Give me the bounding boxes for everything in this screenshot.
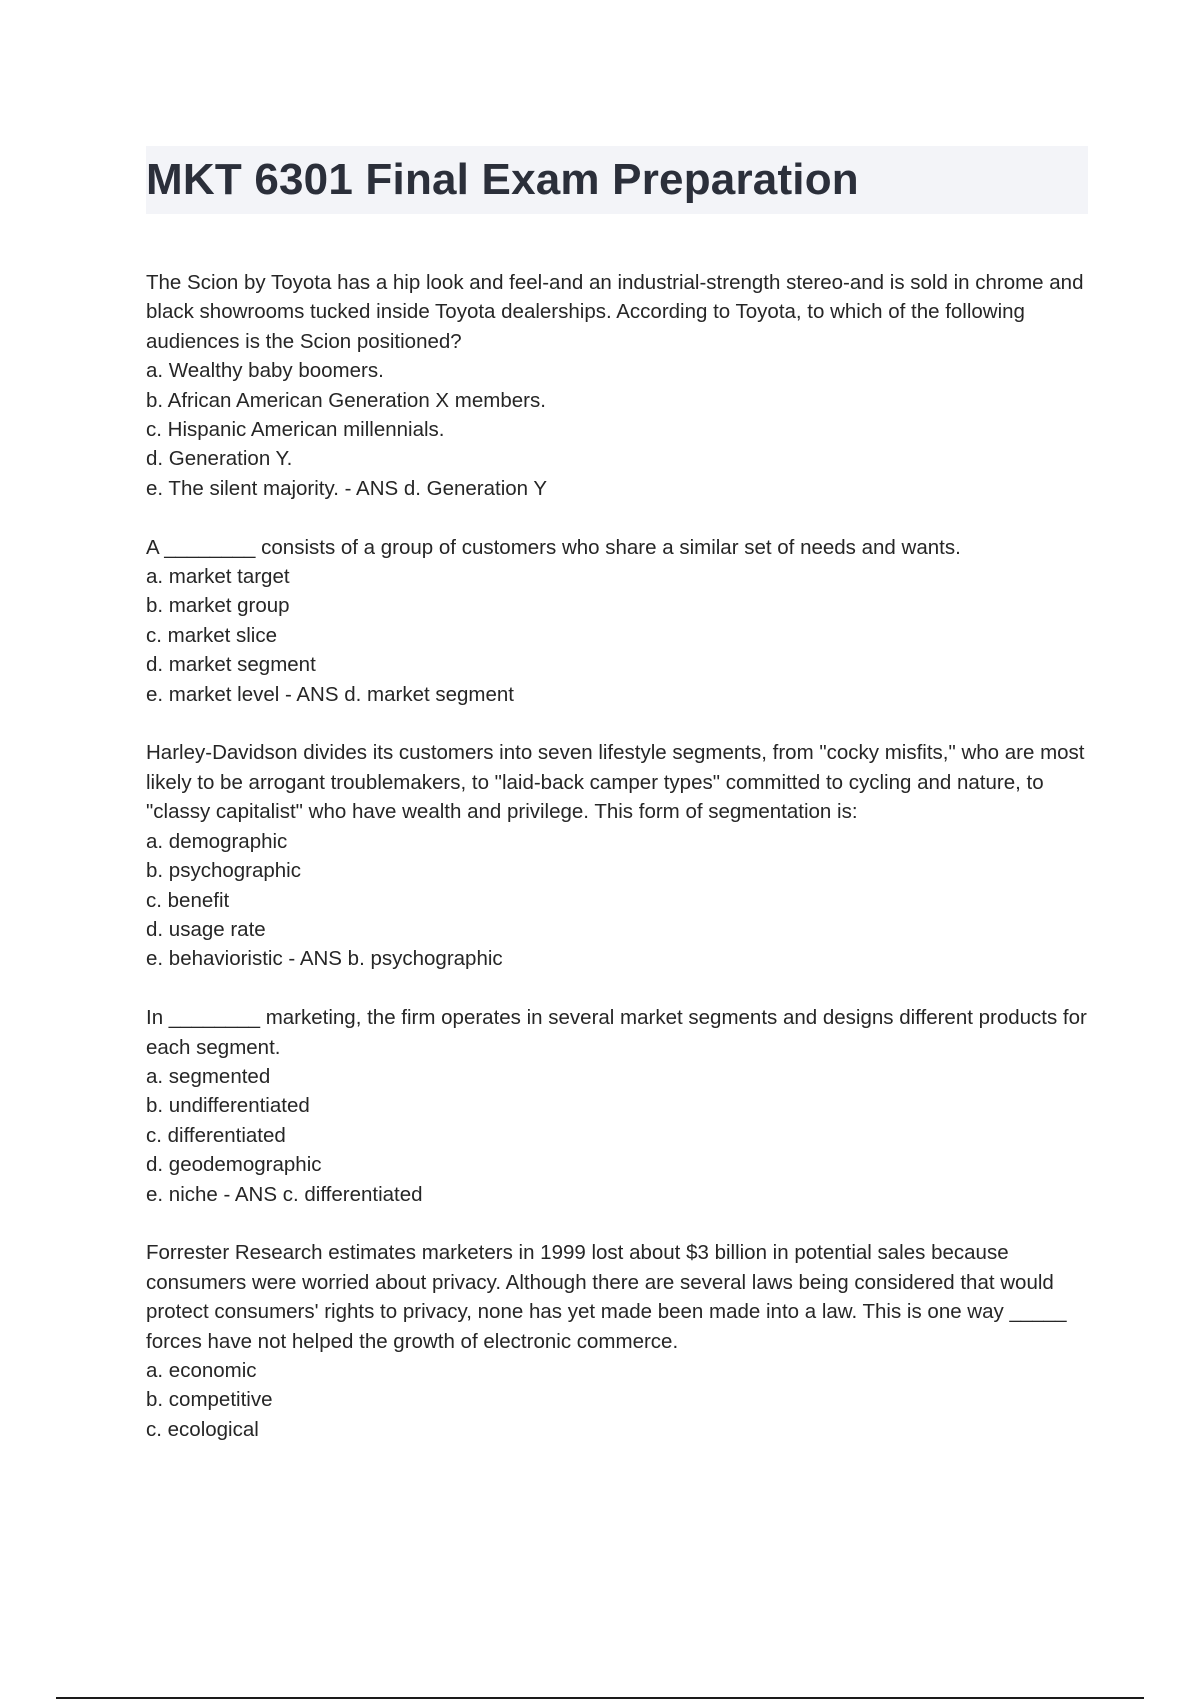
answer-option: c. differentiated [146,1123,286,1147]
answer-option: c. benefit [146,888,230,912]
answer-option-with-answer: e. market level - ANS d. market segment [146,682,514,706]
answer-option-with-answer: e. The silent majority. - ANS d. Generation Y [146,476,548,500]
answer-option: b. undifferentiated [146,1094,310,1118]
question-4 [146,1003,1091,1209]
answer-option: c. ecological [146,1417,259,1441]
question-text: The Scion by Toyota has a hip look and feel-and an industrial-strength stereo-and is sold in chrome and black showrooms tucked inside Toyota dealerships. According to Toyota, to which of the following audiences is the Scion positioned? [146,271,1084,353]
answer-option: d. usage rate [146,917,266,941]
page-bottom-rule [56,1697,1144,1699]
answer-option-with-answer: e. niche - ANS c. differentiated [146,1182,423,1206]
answer-option: b. African American Generation X members. [146,388,546,412]
answer-option: d. Generation Y. [146,447,293,471]
question-1 [146,268,1091,503]
answer-option: b. competitive [146,1388,273,1412]
question-3 [146,738,1091,973]
question-text: Forrester Research estimates marketers in 1999 lost about $3 billion in potential sales because consumers were worried about privacy. Although there are several laws being considered that would protect consumers' rights to privacy, none has yet made been made into a law. This is one way _____ forces have not helped the growth of electronic commerce. [146,1241,1067,1353]
answer-option-with-answer: e. behavioristic - ANS b. psychographic [146,947,503,971]
answer-option: a. market target [146,565,290,589]
question-5 [146,1238,1091,1444]
question-text: Harley-Davidson divides its customers into seven lifestyle segments, from "cocky misfits," who are most likely to be arrogant troublemakers, to "laid-back camper types" committed to cycling and nature, to "classy capitalist" who have wealth and privilege. This form of segmentation is: [146,741,1085,824]
document-body [146,268,1091,1474]
answer-option: b. psychographic [146,859,301,883]
answer-option: a. segmented [146,1064,271,1088]
question-text: A ________ consists of a group of customers who share a similar set of needs and wants. [146,535,961,559]
answer-option: c. market slice [146,623,277,647]
answer-option: a. demographic [146,829,288,853]
question-2 [146,533,1091,709]
answer-option: d. market segment [146,653,316,677]
answer-option: b. market group [146,594,290,618]
answer-option: d. geodemographic [146,1153,322,1177]
answer-option: c. Hispanic American millennials. [146,418,445,442]
question-text: In ________ marketing, the firm operates in several market segments and designs different products for each segment. [146,1006,1087,1059]
page-title: MKT 6301 Final Exam Preparation [146,155,859,204]
answer-option: a. Wealthy baby boomers. [146,359,384,383]
answer-option: a. economic [146,1358,257,1382]
